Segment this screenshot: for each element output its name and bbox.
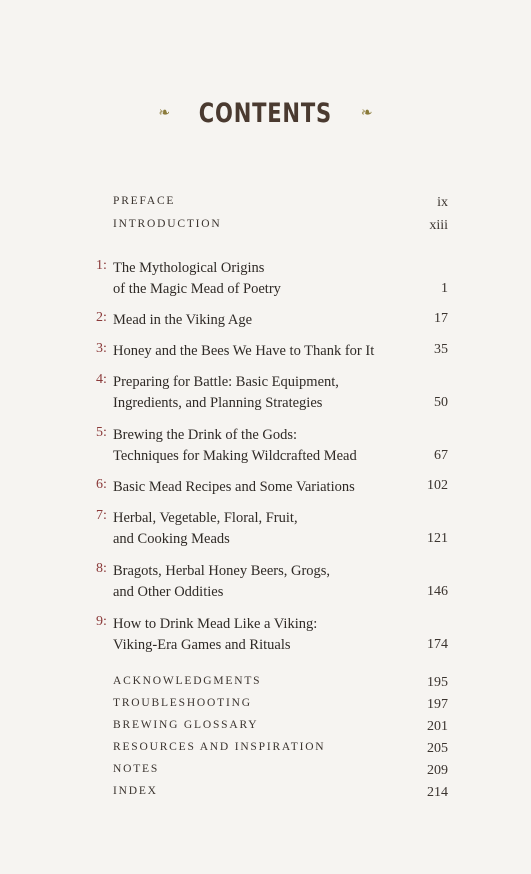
- entry-page: 214: [427, 785, 448, 800]
- entry-label: INTRODUCTION: [113, 218, 222, 230]
- entry-label: INDEX: [113, 785, 158, 797]
- chapter-page: 121: [427, 531, 448, 546]
- chapter-title-line1: Honey and the Bees We Have to Thank for It: [113, 343, 375, 359]
- entry-label: ACKNOWLEDGMENTS: [113, 675, 262, 687]
- entry-page: 197: [427, 697, 448, 712]
- chapter-title-line2: Viking-Era Games and Rituals: [113, 637, 291, 653]
- entry-page: 201: [427, 719, 448, 734]
- chapter-number: 8:: [96, 561, 107, 576]
- chapter-number: 9:: [96, 614, 107, 629]
- chapter-number: 1:: [96, 258, 107, 273]
- chapter-title-line1: Herbal, Vegetable, Floral, Fruit,: [113, 510, 298, 526]
- chapter-title-line1: Brewing the Drink of the Gods:: [113, 427, 298, 443]
- entry-page: 195: [427, 675, 448, 690]
- page-title: CONTENTS: [198, 98, 333, 129]
- chapter-title-line2: Ingredients, and Planning Strategies: [113, 395, 323, 411]
- chapter-title-line1: How to Drink Mead Like a Viking:: [113, 616, 318, 632]
- chapter-title-line2: Techniques for Making Wildcrafted Mead: [113, 448, 357, 464]
- entry-label: TROUBLESHOOTING: [113, 697, 252, 709]
- entry-label: PREFACE: [113, 195, 176, 207]
- leaf-ornament-right-icon: ❧: [360, 105, 373, 121]
- chapter-page: 67: [434, 448, 448, 463]
- chapter-title-line1: Preparing for Battle: Basic Equipment,: [113, 374, 339, 390]
- chapter-page: 174: [427, 637, 448, 652]
- chapter-number: 4:: [96, 372, 107, 387]
- chapter-title-line1: Basic Mead Recipes and Some Variations: [113, 479, 355, 495]
- contents-heading: [0, 98, 531, 129]
- chapter-page: 146: [427, 584, 448, 599]
- entry-label: NOTES: [113, 763, 160, 775]
- chapter-page: 102: [427, 478, 448, 493]
- leaf-ornament-left-icon: ❧: [158, 105, 171, 121]
- chapter-title-line2: and Other Oddities: [113, 584, 224, 600]
- entry-page: 209: [427, 763, 448, 778]
- chapter-page: 17: [434, 311, 448, 326]
- chapter-page: 35: [434, 342, 448, 357]
- entry-page: ix: [437, 195, 448, 210]
- chapter-number: 7:: [96, 508, 107, 523]
- entry-page: xiii: [429, 218, 448, 233]
- entry-page: 205: [427, 741, 448, 756]
- chapter-number: 5:: [96, 425, 107, 440]
- chapter-number: 6:: [96, 477, 107, 492]
- chapter-title-line1: Mead in the Viking Age: [113, 312, 253, 328]
- chapter-title-line1: The Mythological Origins: [113, 260, 265, 276]
- entry-label: BREWING GLOSSARY: [113, 719, 259, 731]
- entry-label: RESOURCES AND INSPIRATION: [113, 741, 326, 753]
- chapter-title-line2: and Cooking Meads: [113, 531, 230, 547]
- chapter-title-line1: Bragots, Herbal Honey Beers, Grogs,: [113, 563, 331, 579]
- chapter-number: 3:: [96, 341, 107, 356]
- chapter-number: 2:: [96, 310, 107, 325]
- chapter-page: 50: [434, 395, 448, 410]
- chapter-page: 1: [441, 281, 448, 296]
- chapter-title-line2: of the Magic Mead of Poetry: [113, 281, 281, 297]
